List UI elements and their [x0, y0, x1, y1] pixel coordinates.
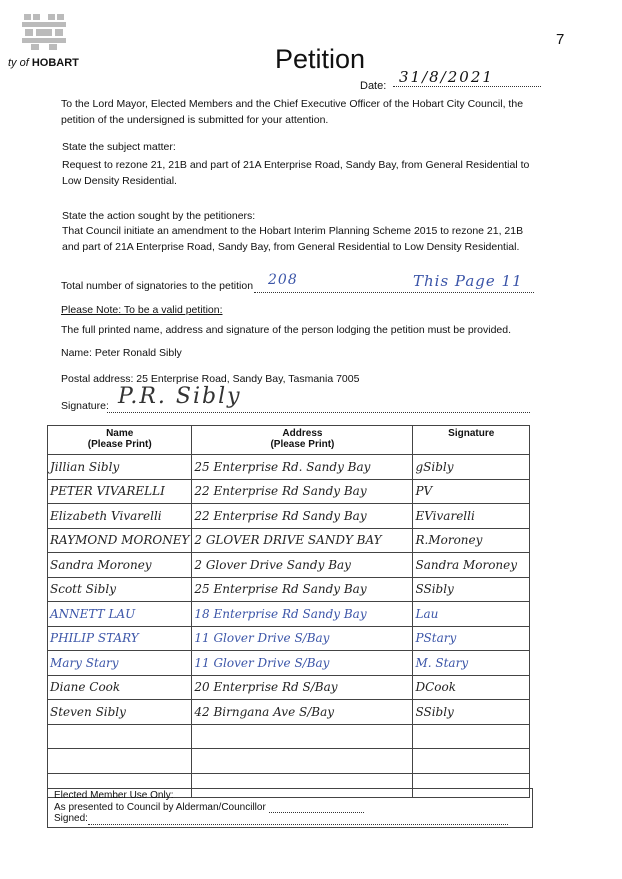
- cell-name: RAYMOND MORONEY: [48, 528, 192, 553]
- page-title: Petition: [275, 44, 366, 74]
- cell-address: 20 Enterprise Rd S/Bay: [192, 675, 413, 700]
- cell-address: [192, 749, 413, 774]
- cell-address: 25 Enterprise Rd. Sandy Bay: [192, 455, 413, 480]
- cell-signature: [413, 724, 530, 749]
- cell-signature: gSibly: [413, 455, 530, 480]
- lodger-postal-address: Postal address: 25 Enterprise Road, Sandy Bay, Tasmania 7005: [61, 373, 360, 385]
- header-address: Address (Please Print): [192, 426, 413, 455]
- cell-name: Steven Sibly: [48, 700, 192, 725]
- signatories-table: [47, 425, 530, 798]
- table-row: [48, 479, 530, 504]
- subject-label: State the subject matter:: [62, 141, 176, 153]
- logo-text: ty of HOBART: [8, 57, 79, 69]
- cell-address: 2 GLOVER DRIVE SANDY BAY: [192, 528, 413, 553]
- table-row: [48, 700, 530, 725]
- date-label: Date:: [360, 80, 387, 92]
- cell-address: 22 Enterprise Rd Sandy Bay: [192, 479, 413, 504]
- cell-name: ANNETT LAU: [48, 602, 192, 627]
- table-row: [48, 455, 530, 480]
- cell-name: Jillian Sibly: [48, 455, 192, 480]
- page-number: 7: [556, 31, 565, 48]
- table-row: [48, 651, 530, 676]
- table-row: [48, 675, 530, 700]
- cell-signature: DCook: [413, 675, 530, 700]
- cell-name: Sandra Moroney: [48, 553, 192, 578]
- note-label: Please Note: To be a valid petition:: [61, 304, 223, 316]
- cell-address: [192, 724, 413, 749]
- cell-name: PETER VIVARELLI: [48, 479, 192, 504]
- cell-address: 22 Enterprise Rd Sandy Bay: [192, 504, 413, 529]
- addressee-text: To the Lord Mayor, Elected Members and the Chief Executive Officer of the Hobart City Council, the petition of the undersigned is submitted for your attention.: [61, 98, 524, 126]
- city-of-hobart-logo: [22, 14, 66, 50]
- note-text: The full printed name, address and signature of the person lodging the petition must be provided.: [61, 324, 512, 336]
- header-signature: Signature: [413, 426, 530, 455]
- cell-name: Diane Cook: [48, 675, 192, 700]
- cell-name: [48, 749, 192, 774]
- cell-signature: PV: [413, 479, 530, 504]
- elected-member-text: Elected Member Use Only: As presented to Council by Alderman/Councillor Signed:: [54, 790, 508, 825]
- table-row: [48, 602, 530, 627]
- table-row: [48, 749, 530, 774]
- cell-signature: PStary: [413, 626, 530, 651]
- cell-signature: EVivarelli: [413, 504, 530, 529]
- cell-signature: SSibly: [413, 700, 530, 725]
- lodger-name: Name: Peter Ronald Sibly: [61, 347, 182, 359]
- cell-name: Scott Sibly: [48, 577, 192, 602]
- cell-signature: SSibly: [413, 577, 530, 602]
- page-count-value: This Page 11: [413, 272, 523, 290]
- cell-name: Elizabeth Vivarelli: [48, 504, 192, 529]
- date-value: 31/8/2021: [393, 68, 541, 87]
- table-row: [48, 626, 530, 651]
- table-row: [48, 577, 530, 602]
- table-row: [48, 553, 530, 578]
- total-signatories-value: 208: [268, 272, 298, 288]
- action-text: That Council initiate an amendment to the Hobart Interim Planning Scheme 2015 to rezone 21, 21B and part of 21A Enterprise Road, Sandy Bay, from General Residential to Low Density Residential.: [62, 225, 524, 253]
- cell-name: [48, 724, 192, 749]
- cell-signature: Sandra Moroney: [413, 553, 530, 578]
- cell-signature: [413, 749, 530, 774]
- table-row: [48, 504, 530, 529]
- cell-address: 11 Glover Drive S/Bay: [192, 626, 413, 651]
- subject-text: Request to rezone 21, 21B and part of 21A Enterprise Road, Sandy Bay, from General Residential to Low Density Residential.: [62, 159, 530, 187]
- cell-address: 25 Enterprise Rd Sandy Bay: [192, 577, 413, 602]
- signature-label: Signature:: [61, 400, 109, 412]
- header-name: Name (Please Print): [48, 426, 192, 455]
- cell-name: PHILIP STARY: [48, 626, 192, 651]
- cell-signature: Lau: [413, 602, 530, 627]
- cell-name: Mary Stary: [48, 651, 192, 676]
- total-signatories-label: Total number of signatories to the petition: [61, 280, 254, 292]
- cell-address: 42 Birngana Ave S/Bay: [192, 700, 413, 725]
- cell-address: 11 Glover Drive S/Bay: [192, 651, 413, 676]
- lodger-signature: P.R. Sibly: [118, 384, 242, 409]
- table-row: [48, 528, 530, 553]
- action-label: State the action sought by the petitioners:: [62, 210, 256, 222]
- table-row: [48, 724, 530, 749]
- cell-signature: R.Moroney: [413, 528, 530, 553]
- cell-address: 2 Glover Drive Sandy Bay: [192, 553, 413, 578]
- cell-signature: M. Stary: [413, 651, 530, 676]
- cell-address: 18 Enterprise Rd Sandy Bay: [192, 602, 413, 627]
